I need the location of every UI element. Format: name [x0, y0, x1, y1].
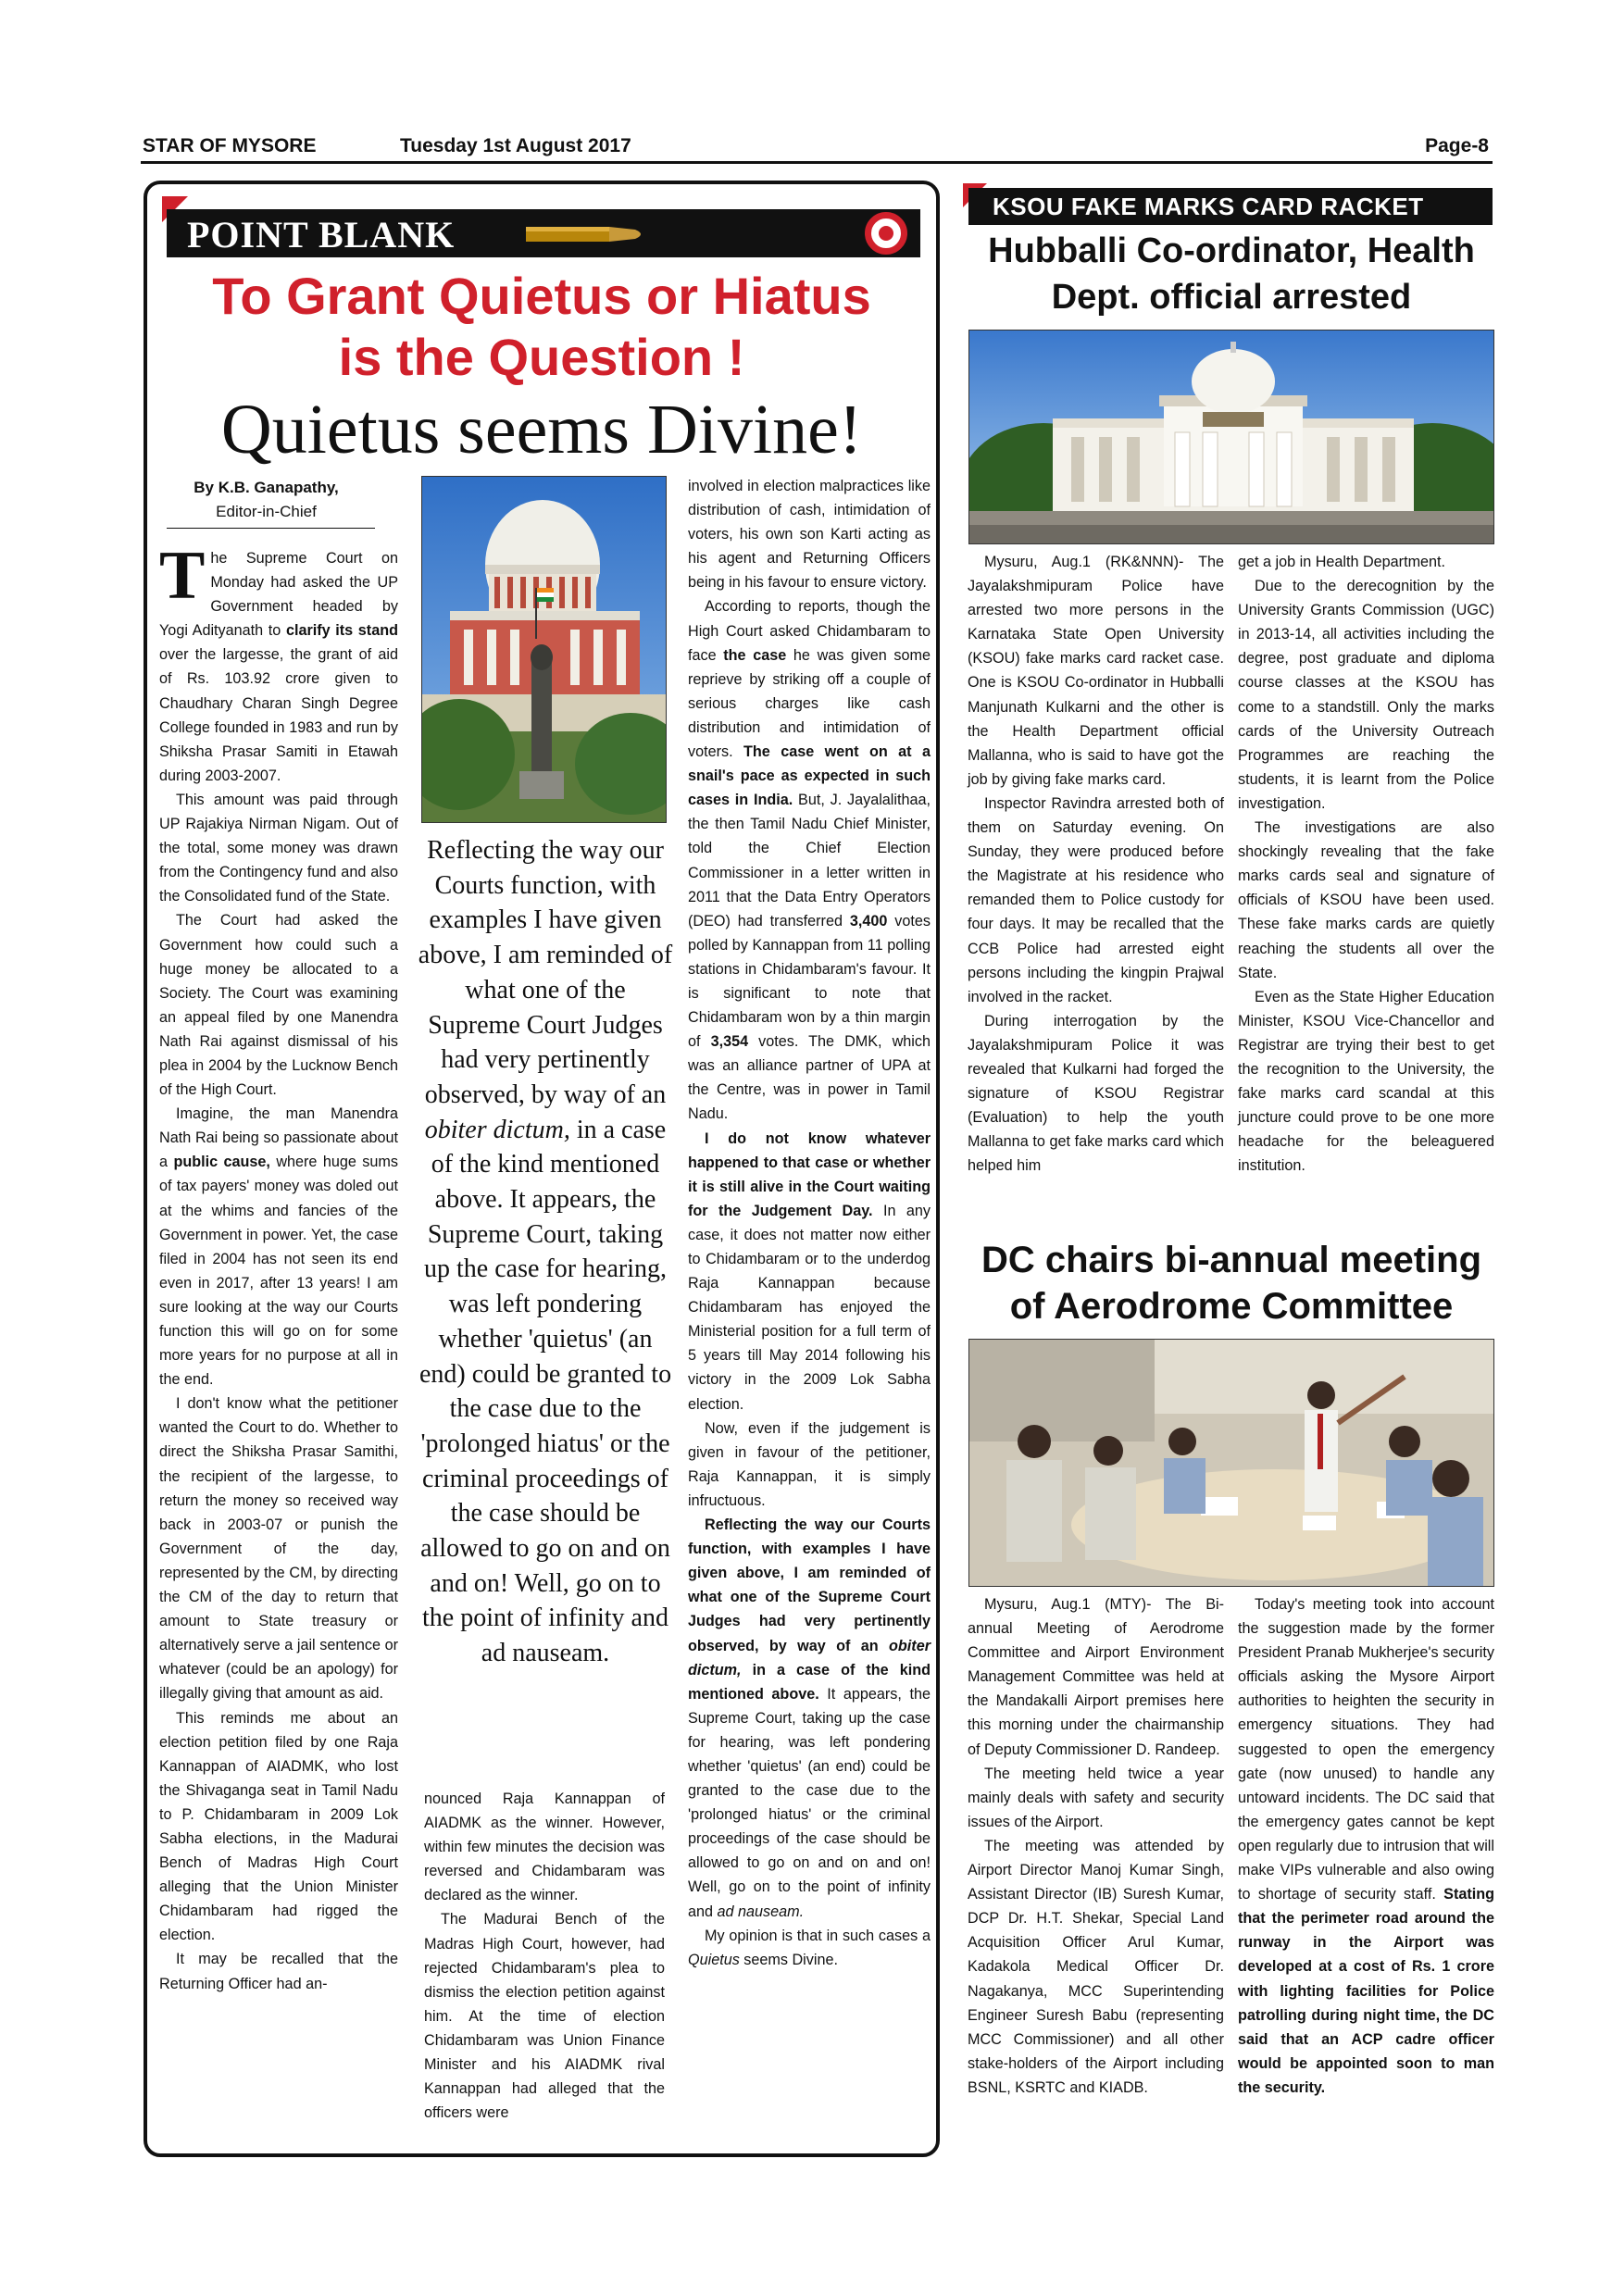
text-run: Now, even if the judgement is given in favour of the petitioner, Raja Kannappan, it is simply infructuous. — [688, 1419, 931, 1509]
paragraph — [968, 1592, 1224, 1762]
ksou-building-photo — [968, 330, 1494, 544]
paragraph — [1238, 1592, 1494, 2100]
dc-headline — [963, 1237, 1500, 1329]
bold-run: I do not know whatever happened to that case or whether it is still alive in the Court waiting for the Judgement Day. — [688, 1129, 931, 1219]
text-run: Even as the State Higher Education Minister, KSOU Vice-Chancellor and Registrar are trying their best to get the recognition to the University, the fake marks card scandal at this juncture could prove to be one more headache for the beleaguered institution. — [1238, 988, 1494, 1175]
text-run: My opinion is that in such cases a — [705, 1927, 931, 1944]
point-blank-label: POINT BLANK — [187, 214, 456, 256]
paragraph — [424, 1787, 665, 1907]
paragraph — [688, 1127, 931, 1416]
dc-headline-line-2: of Aerodrome Committee — [1009, 1286, 1454, 1327]
byline-title: Editor-in-Chief — [216, 503, 317, 520]
paragraph — [688, 474, 931, 594]
text-run: seems Divine. — [739, 1951, 838, 1968]
bold-run: The case went on at a snail's pace as expected in such cases in India. — [688, 743, 931, 809]
text-run: nounced Raja Kannappan of AIADMK as the winner. However, within few minutes the decision was reversed and Chidambaram was declared as the winner. — [424, 1791, 665, 1904]
text-run: where huge sums of tax payers' money was doled out at the whims and fancies of the Government in power. Yet, the case filed in 2004 has not seen its end even in 2017, after 13 years! I am sure looking at the way our Courts function this will go on for some more years for no purpose at all in the end. — [159, 1154, 398, 1389]
text-run: involved in election malpractices like distribution of cash, intimidation of voters, his own son Karti acting as his agent and Returning Officers being in his favour to ensure victory. — [688, 478, 931, 592]
bold-run: Stating that the perimeter road around the runway in the Airport was developed at a cost of Rs. 1 crore with lighting facilities for Police patrolling during night time, the DC said that an ACP cadre officer would be appointed soon to man the security. — [1238, 1886, 1494, 2096]
text-run: Imagine, the man Manendra Nath Rai being so passionate about a — [159, 1105, 398, 1171]
masthead-rule — [141, 161, 1493, 164]
paragraph — [968, 1009, 1224, 1179]
text-run: This amount was paid through UP Rajakiya Nirman Nigam. Out of the total, some money was drawn from the Contingency fund and also the Consolidated fund of the State. — [159, 791, 398, 905]
drop-cap: T — [159, 538, 206, 614]
text-run: votes polled by Kannappan from 11 polling stations in Chidambaram's favour. It is significant to note that Chidambaram won by a thin margin of — [688, 912, 931, 1051]
paragraph — [159, 1947, 398, 1995]
target-icon — [865, 212, 907, 255]
pull-quote-part-2: in a case of the kind mentioned above. It appears, the Supreme Court, taking up the case for hearing, was left pondering whether 'quietus' (an end) could be granted to the case due to the 'prolonged hiatus' or the criminal proceedings of the case should be allowed to go on and on and on! Well, go on to the point of infinity and ad nauseam. — [418, 1115, 672, 1668]
text-run: he was given some reprieve by striking off a couple of serious charges like cash distribution and intimidation of voters. — [688, 646, 931, 761]
italic-run: Quietus — [688, 1951, 740, 1968]
ksou-column-1 — [968, 550, 1224, 1178]
paragraph — [159, 538, 398, 788]
ksou-headline-line-2: Dept. official arrested — [1051, 278, 1412, 317]
masthead — [141, 130, 1493, 168]
bold-run: in a case of the kind mentioned above. — [688, 1661, 931, 1703]
headline-red-line-2: is the Question ! — [338, 328, 745, 386]
paragraph — [688, 1513, 931, 1924]
text-run: The meeting held twice a year mainly deals with safety and security issues of the Airport. — [968, 1765, 1224, 1830]
bold-run: clarify its stand — [285, 622, 398, 640]
text-run: votes. The DMK, which was an alliance partner of UPA at the Centre, was in power in Tamil Nadu. — [688, 1033, 931, 1123]
dc-headline-line-1: DC chairs bi-annual meeting — [981, 1240, 1482, 1280]
bold-run: the case — [723, 646, 787, 664]
text-run: It appears, the Supreme Court, taking up the case for hearing, was left pondering whether 'quietus' (an end) could be granted to the case due to the 'prolonged hiatus' or the criminal proceedings of the case should be allowed to go on and on and on! Well, go on to the point of infinity and — [688, 1685, 931, 1920]
text-run: According to reports, though the High Court asked Chidambaram to face — [688, 598, 931, 664]
pull-quote-part-1: Reflecting the way our Courts function, with examples I have given above, I am reminded of what one of the Supreme Court Judges had very pertinently observed, by way of an — [418, 836, 673, 1109]
paragraph — [159, 908, 398, 1102]
ksou-headline — [963, 228, 1500, 320]
text-run: But, J. Jayalalithaa, the then Tamil Nadu Chief Minister, told the Chief Election Commissioner in a letter written in 2011 that the Data Entry Operators (DEO) had transferred — [688, 792, 931, 930]
point-blank-banner — [167, 209, 920, 257]
text-run: In any case, it does not matter now either to Chidambaram or to the underdog Raja Kannappan because Chidambaram has enjoyed the Ministerial position for a full term of 5 years till May 2014 following his victory in the 2009 Lok Sabha election. — [688, 1202, 931, 1413]
text-run: The Madurai Bench of the Madras High Court, however, had rejected Chidambaram's plea to dismiss the election petition against him. At the time of election Chidambaram was Union Finance Minister and his AIADMK rival Kannappan had alleged that the officers were — [424, 1911, 665, 2122]
paragraph — [688, 1924, 931, 1972]
issue-date: Tuesday 1st August 2017 — [400, 135, 631, 156]
headline-red-line-1: To Grant Quietus or Hiatus — [212, 267, 871, 325]
paragraph — [688, 594, 931, 1126]
dc-column-2 — [1238, 1592, 1494, 2100]
text-run: The meeting was attended by Airport Director Manoj Kumar Singh, Assistant Director (IB) Suresh Kumar, DCP Dr. H.T. Shekar, Special Land Acquisition Officer Arul Kumar, Kadakola Medical Officer Dr. Nagakanya, MCC Superintending Engineer Suresh Babu (representing MCC Commissioner) and all other stake-holders of the Airport including BSNL, KSRTC and KIADB. — [968, 1837, 1224, 2096]
paragraph — [159, 1706, 398, 1948]
pull-quote — [417, 833, 674, 1671]
text-run: This reminds me about an election petition filed by one Raja Kannappan of AIADMK, who lost the Shivaganga seat in Tamil Nadu to P. Chidambaram in 2009 Lok Sabha elections, in the Madurai Bench of Madras High Court alleging that the Union Minister Chidambaram had rigged the election. — [159, 1709, 398, 1944]
headline-main: Quietus seems Divine! — [220, 391, 863, 468]
text-run: The investigations are also shockingly revealing that the fake marks cards seal and signature of officials of KSOU have been used. These fake marks cards are quietly reaching the students all over the State. — [1238, 819, 1494, 981]
text-run: It may be recalled that the Returning Officer had an- — [159, 1951, 398, 1992]
paragraph — [1238, 985, 1494, 1179]
text-run: The Court had asked the Government how could such a huge money be allocated to a Society. The Court was examining an appeal filed by one Manendra Nath Rai against dismissal of his plea in 2004 by the Lucknow Bench of the High Court. — [159, 912, 398, 1099]
paragraph — [159, 1391, 398, 1705]
meeting-photo — [968, 1339, 1494, 1587]
paragraph — [968, 1834, 1224, 2100]
ksou-banner: KSOU FAKE MARKS CARD RACKET — [968, 188, 1493, 225]
paragraph — [688, 1416, 931, 1513]
supreme-court-photo — [421, 476, 667, 823]
text-run: Mysuru, Aug.1 (RK&NNN)- The Jayalakshmipuram Police have arrested two more persons in the Karnataka State Open University (KSOU) fake marks card racket case. One is KSOU Co-ordinator in Hubballi Manjunath Kulkarni and the other is the Health Department official Mallanna, who is said to have got the job by giving fake marks card. — [968, 554, 1224, 788]
text-run: get a job in Health Department. — [1238, 554, 1446, 570]
article-column-3 — [688, 474, 931, 1972]
dc-column-1 — [968, 1592, 1224, 2100]
bold-italic-run: obiter dictum, — [688, 1637, 931, 1678]
paragraph — [968, 1762, 1224, 1834]
text-run: Mysuru, Aug.1 (MTY)- The Bi-annual Meeting of Aerodrome Committee and Airport Environment Management Committee was held at the Mandakalli Airport premises here this morning under the chairmanship of Deputy Commissioner D. Randeep. — [968, 1596, 1224, 1758]
paragraph — [1238, 550, 1494, 574]
paragraph — [1238, 574, 1494, 816]
text-run: Today's meeting took into account the suggestion made by the former President Pranab Mukherjee's security officials asking the Mysore Airport authorities to heighten the security in emergency situations. They had suggested to open the emergency gate (now unused) to handle any untoward incidents. The DC said that the emergency gates cannot be kept open regularly due to intrusion that will make VIPs vulnerable and also owing to shortage of security staff. — [1238, 1596, 1494, 1903]
text-run: During interrogation by the Jayalakshmipuram Police it was revealed that Kulkarni had forged the signature of KSOU Registrar (Evaluation) to help the youth Mallanna to get fake marks card which helped him — [968, 1012, 1224, 1175]
paper-name: STAR OF MYSORE — [143, 135, 317, 156]
ksou-column-2 — [1238, 550, 1494, 1178]
text-run: I don't know what the petitioner wanted the Court to do. Whether to direct the Shiksha Prasar Samithi, the recipient of the largesse, to return the money so received way back in 2003-07 or punish the Government of the day, represented by the CM, by directing the CM of the day to return that amount to State treasury or alternatively serve a jail sentence or whatever (could be an apology) for illegally giving that amount as aid. — [159, 1395, 398, 1703]
article-column-2 — [424, 1787, 665, 2125]
bullet-icon — [526, 224, 646, 244]
text-run: Inspector Ravindra arrested both of them on Saturday evening. On Sunday, they were produced before the Magistrate at his residence who remanded them to Police custody for four days. It may be recalled that the CCB Police had arrested eight persons including the kingpin Prajwal involved in the racket. — [968, 794, 1224, 1005]
paragraph — [1238, 816, 1494, 985]
bold-run: Reflecting the way our Courts function, with examples I have given above, I am reminded of what one of the Supreme Court Judges had very pertinently observed, by way of an — [688, 1516, 931, 1654]
text-run: over the largesse, the grant of aid of Rs. 103.92 crore given to Chaudhary Charan Singh Degree College founded in 1983 and run by Shiksha Prasar Samiti in Etawah during 2003-2007. — [159, 646, 398, 784]
pull-quote-italic: obiter dictum, — [424, 1115, 570, 1144]
ksou-headline-line-1: Hubballi Co-ordinator, Health — [988, 231, 1475, 270]
paragraph — [968, 550, 1224, 792]
italic-run: ad nauseam. — [717, 1903, 805, 1920]
byline-name: By K.B. Ganapathy, — [194, 479, 339, 496]
headline-red — [157, 266, 926, 388]
paragraph — [424, 1907, 665, 2125]
text-run: he Supreme Court on Monday had asked the UP Government headed by Yogi Adityanath to — [159, 550, 398, 640]
text-run: Due to the derecognition by the University Grants Commission (UGC) in 2013-14, all activities including the degree, post graduate and diploma course classes at the KSOU has come to a standstill. Only the marks cards of the University Outreach Programmes are reaching the students, it is learnt from the Police investigation. — [1238, 578, 1494, 812]
bold-run: 3,400 — [849, 912, 888, 930]
paragraph — [968, 792, 1224, 1009]
byline-rule — [167, 528, 375, 529]
paragraph — [159, 1102, 398, 1391]
bold-run: public cause, — [173, 1154, 270, 1171]
page-number: Page-8 — [1425, 135, 1489, 156]
bold-run: 3,354 — [710, 1033, 749, 1051]
paragraph — [159, 788, 398, 908]
article-column-1 — [159, 538, 398, 1996]
byline — [157, 476, 375, 524]
